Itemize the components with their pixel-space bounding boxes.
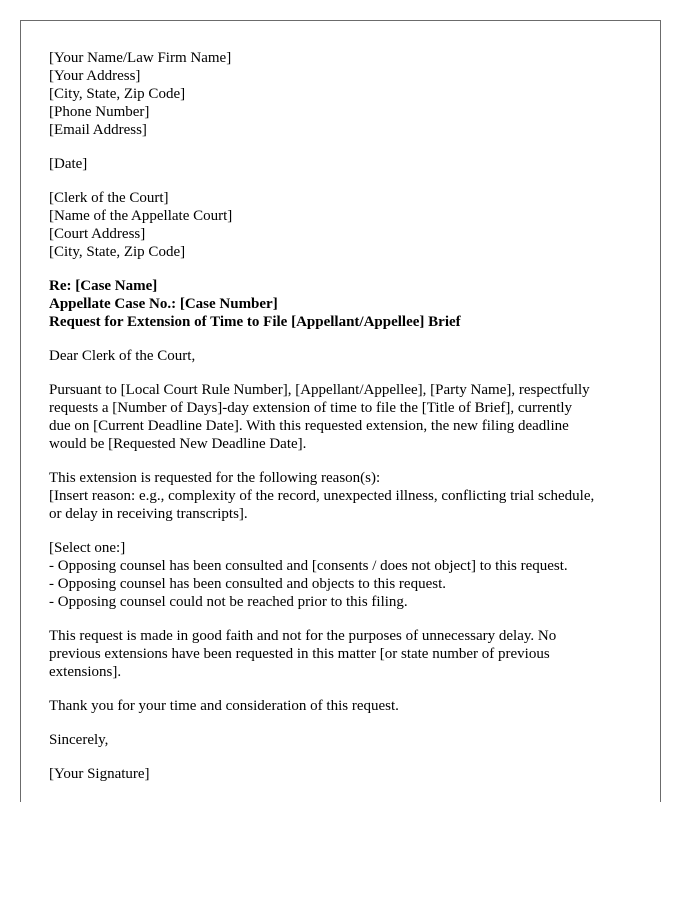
body-line: previous extensions have been requested in this matter [or state number of previous bbox=[49, 646, 550, 662]
sender-email: [Email Address] bbox=[49, 122, 147, 138]
body-line: due on [Current Deadline Date]. With this requested extension, the new filing deadline bbox=[49, 418, 569, 434]
subject-block bbox=[49, 277, 649, 331]
body-line: requests a [Number of Days]-day extension of time to file the [Title of Brief], currently bbox=[49, 400, 573, 416]
recipient-title: [Clerk of the Court] bbox=[49, 190, 169, 206]
body-paragraph-2 bbox=[49, 469, 649, 523]
option-line: - Opposing counsel has been consulted and objects to this request. bbox=[49, 576, 447, 592]
closing-block bbox=[49, 731, 649, 749]
salutation: Dear Clerk of the Court, bbox=[49, 348, 196, 364]
body-paragraph-1 bbox=[49, 381, 649, 453]
recipient-court-address: [Court Address] bbox=[49, 226, 146, 242]
letter-content bbox=[49, 49, 649, 799]
body-line: extensions]. bbox=[49, 664, 122, 680]
option-line: - Opposing counsel could not be reached prior to this filing. bbox=[49, 594, 408, 610]
signature-block bbox=[49, 765, 649, 783]
recipient-block bbox=[49, 189, 649, 261]
option-line: - Opposing counsel has been consulted and [consents / does not object] to this request. bbox=[49, 558, 568, 574]
sender-phone: [Phone Number] bbox=[49, 104, 150, 120]
body-paragraph-3 bbox=[49, 539, 649, 611]
body-paragraph-4 bbox=[49, 627, 649, 681]
signature: [Your Signature] bbox=[49, 766, 150, 782]
sender-block bbox=[49, 49, 649, 139]
body-line: [Insert reason: e.g., complexity of the record, unexpected illness, conflicting trial schedule, bbox=[49, 488, 595, 504]
recipient-city-state-zip: [City, State, Zip Code] bbox=[49, 244, 186, 260]
sender-city-state-zip: [City, State, Zip Code] bbox=[49, 86, 186, 102]
closing: Sincerely, bbox=[49, 732, 109, 748]
body-line: This request is made in good faith and not for the purposes of unnecessary delay. No bbox=[49, 628, 557, 644]
sender-name: [Your Name/Law Firm Name] bbox=[49, 50, 232, 66]
subject-case-number: Appellate Case No.: [Case Number] bbox=[49, 296, 278, 312]
body-line: Thank you for your time and consideration of this request. bbox=[49, 698, 399, 714]
body-line: This extension is requested for the following reason(s): bbox=[49, 470, 381, 486]
subject-re: Re: [Case Name] bbox=[49, 278, 158, 294]
subject-request: Request for Extension of Time to File [Appellant/Appellee] Brief bbox=[49, 314, 461, 330]
letter-date: [Date] bbox=[49, 156, 88, 172]
body-paragraph-5 bbox=[49, 697, 649, 715]
salutation-block bbox=[49, 347, 649, 365]
recipient-court-name: [Name of the Appellate Court] bbox=[49, 208, 233, 224]
sender-address: [Your Address] bbox=[49, 68, 141, 84]
body-line: Pursuant to [Local Court Rule Number], [Appellant/Appellee], [Party Name], respectfully bbox=[49, 382, 590, 398]
body-line: or delay in receiving transcripts]. bbox=[49, 506, 248, 522]
letter-page bbox=[20, 20, 661, 802]
body-line: [Select one:] bbox=[49, 540, 126, 556]
body-line: would be [Requested New Deadline Date]. bbox=[49, 436, 307, 452]
date-block bbox=[49, 155, 649, 173]
